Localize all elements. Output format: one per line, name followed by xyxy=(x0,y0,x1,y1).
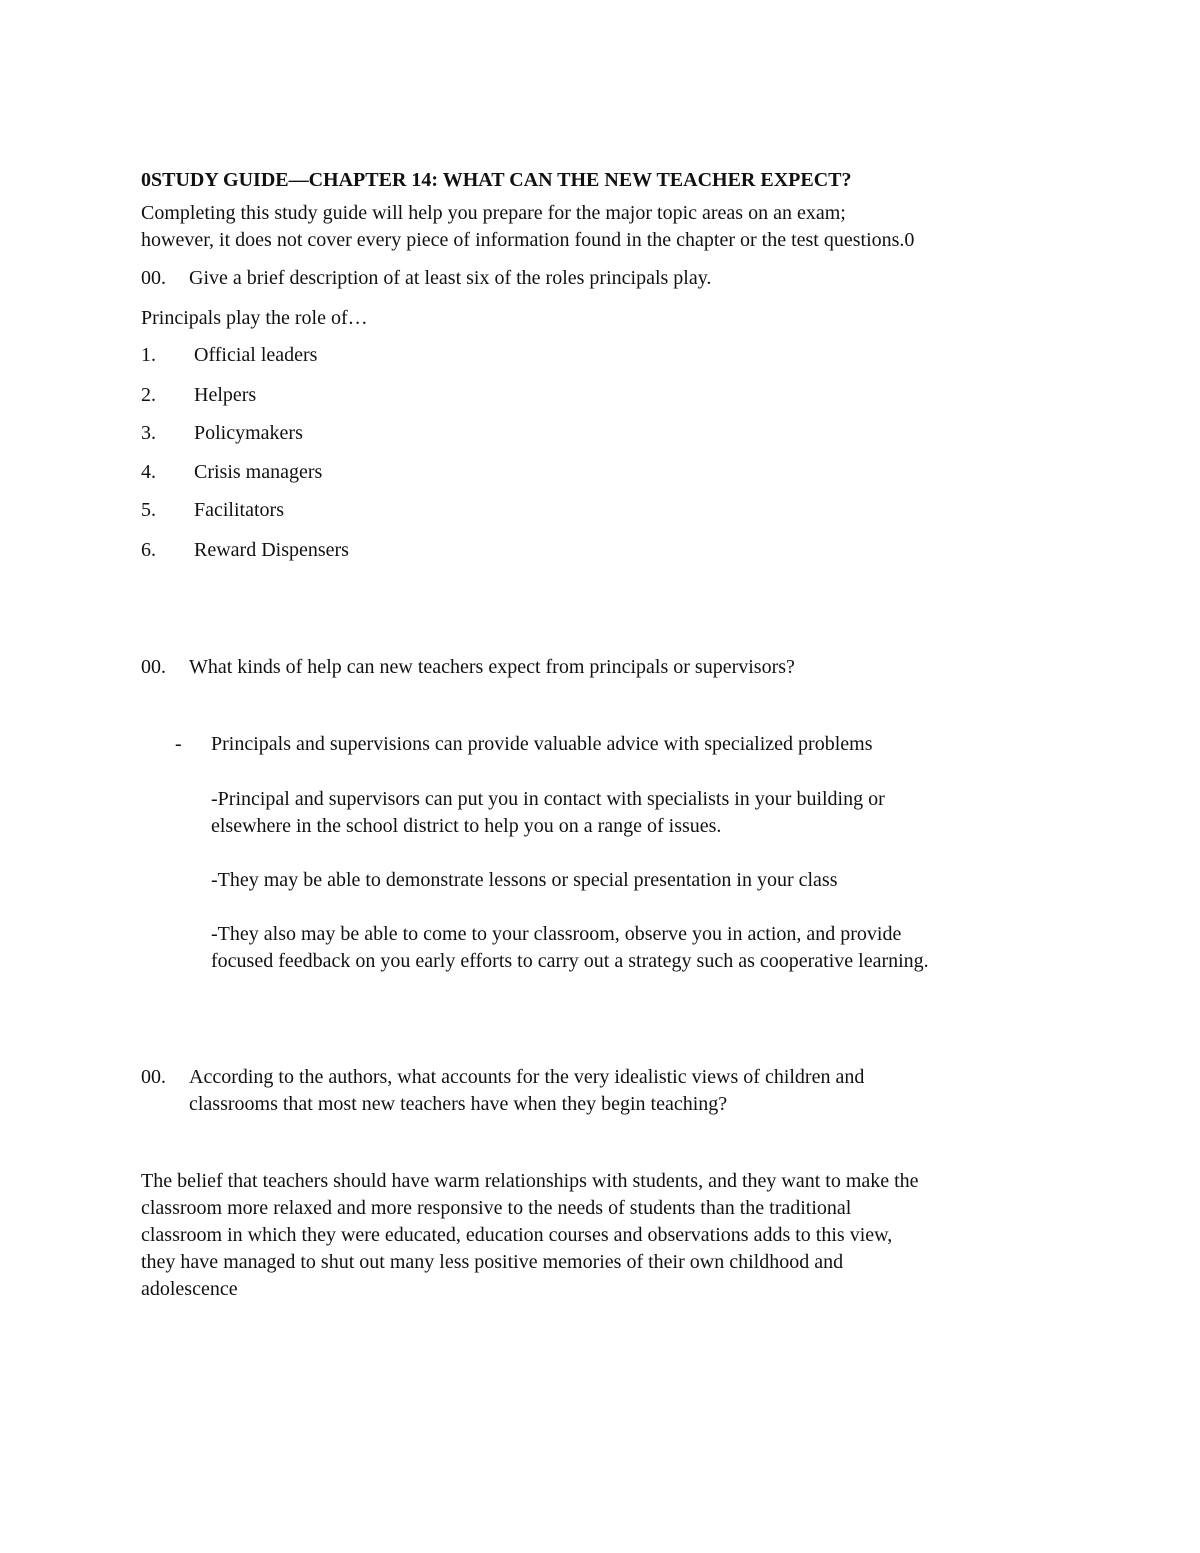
intro-line: Completing this study guide will help you prepare for the major topic areas on an exam; xyxy=(141,202,846,224)
intro-line: however, it does not cover every piece of information found in the chapter or the test questions.0 xyxy=(141,229,915,251)
list-item xyxy=(0,537,1200,564)
answer-line: classroom in which they were educated, education courses and observations adds to this view, xyxy=(141,1224,893,1246)
sub-point-3 xyxy=(211,921,929,975)
list-item-number: 4. xyxy=(141,461,156,483)
bullet-dash: - xyxy=(175,733,182,755)
list-item xyxy=(0,420,1200,447)
sub-point-2: -They may be able to demonstrate lessons or special presentation in your class xyxy=(211,869,838,891)
list-item-text: Reward Dispensers xyxy=(194,539,349,561)
question-3-line: classrooms that most new teachers have when they begin teaching? xyxy=(189,1093,728,1115)
answer-line: they have managed to shut out many less positive memories of their own childhood and xyxy=(141,1251,844,1273)
bullet-text: Principals and supervisions can provide valuable advice with specialized problems xyxy=(211,733,873,755)
question-1-number: 00. xyxy=(141,267,166,289)
list-item-text: Crisis managers xyxy=(194,461,323,483)
list-item xyxy=(0,497,1200,524)
intro-paragraph xyxy=(141,200,1101,254)
question-1-lead: Principals play the role of… xyxy=(141,307,368,329)
sub-point-line: elsewhere in the school district to help you on a range of issues. xyxy=(211,815,722,837)
question-1-text: Give a brief description of at least six of the roles principals play. xyxy=(189,267,712,289)
list-item-text: Official leaders xyxy=(194,344,318,366)
question-3-answer xyxy=(141,1168,919,1303)
list-item-number: 1. xyxy=(141,344,156,366)
list-item-text: Facilitators xyxy=(194,499,284,521)
sub-point-line: -They also may be able to come to your classroom, observe you in action, and provide xyxy=(211,923,902,945)
list-item-number: 5. xyxy=(141,499,156,521)
answer-line: classroom more relaxed and more responsive to the needs of students than the traditional xyxy=(141,1197,852,1219)
question-3-number: 00. xyxy=(141,1066,166,1088)
page-title: 0STUDY GUIDE—CHAPTER 14: WHAT CAN THE NEW TEACHER EXPECT? xyxy=(141,169,852,191)
list-item xyxy=(0,459,1200,486)
list-item-text: Helpers xyxy=(194,384,257,406)
answer-line: The belief that teachers should have warm relationships with students, and they want to make the xyxy=(141,1170,919,1192)
list-item xyxy=(0,382,1200,409)
list-item xyxy=(0,342,1200,369)
sub-point-line: -Principal and supervisors can put you in contact with specialists in your building or xyxy=(211,788,885,810)
question-2-text: What kinds of help can new teachers expect from principals or supervisors? xyxy=(189,656,795,678)
sub-point-1 xyxy=(211,786,885,840)
sub-point-line: focused feedback on you early efforts to carry out a strategy such as cooperative learning. xyxy=(211,950,929,972)
list-item-number: 3. xyxy=(141,422,156,444)
question-2-number: 00. xyxy=(141,656,166,678)
answer-line: adolescence xyxy=(141,1278,238,1300)
list-item-text: Policymakers xyxy=(194,422,303,444)
list-item-number: 2. xyxy=(141,384,156,406)
list-item-number: 6. xyxy=(141,539,156,561)
question-3-line: According to the authors, what accounts for the very idealistic views of children and xyxy=(189,1066,865,1088)
question-3-text xyxy=(189,1064,864,1118)
